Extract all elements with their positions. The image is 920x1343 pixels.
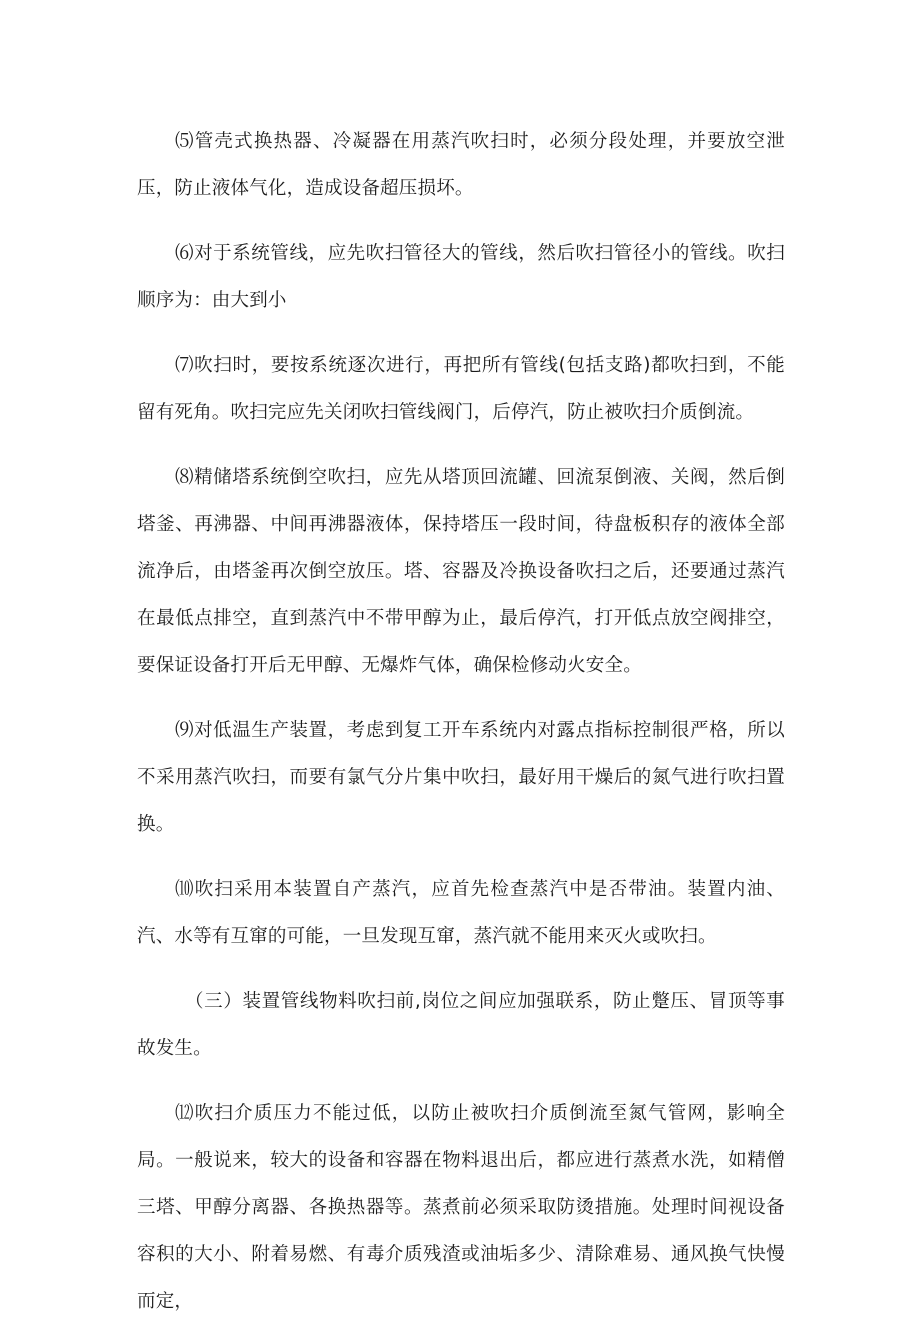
paragraph-item-9: ⑼对低温生产装置，考虑到复工开车系统内对露点指标控制很严格，所以不采用蒸汽吹扫，而要有氯气分片集中吹扫，最好用干燥后的氮气进行吹扫置换。 [137,720,785,835]
section-paragraph-3: （三）装置管线物料吹扫前,岗位之间应加强联系，防止蹩压、冒顶等事故发生。 [137,991,785,1059]
paragraph-item-7: ⑺吹扫时，要按系统逐次进行，再把所有管线(包括支路)都吹扫到，不能留有死角。吹扫完应先关闭吹扫管线阀门，后停汽，防止被吹扫介质倒流。 [137,355,785,423]
document-body [137,118,785,1343]
paragraph-item-10: ⑽吹扫采用本装置自产蒸汽，应首先检查蒸汽中是否带油。装置内油、汽、水等有互窜的可能，一旦发现互窜，蒸汽就不能用来灭火或吹扫。 [137,879,785,947]
paragraph-item-8: ⑻精储塔系统倒空吹扫，应先从塔顶回流罐、回流泵倒液、关阀，然后倒塔釜、再沸器、中间再沸器液体，保持塔压一段时间，待盘板积存的液体全部流净后，由塔釜再次倒空放压。塔、容器及冷换设备吹扫之后，还要通过蒸汽在最低点排空，直到蒸汽中不带甲醇为止，最后停汽，打开低点放空阀排空，要保证设备打开后无甲醇、无爆炸气体，确保检修动火安全。 [137,467,785,676]
paragraph-item-6: ⑹对于系统管线，应先吹扫管径大的管线，然后吹扫管径小的管线。吹扫顺序为：由大到小 [137,243,785,311]
paragraph-item-5: ⑸管壳式换热器、冷凝器在用蒸汽吹扫时，必须分段处理，并要放空泄压，防止液体气化，造成设备超压损坏。 [137,131,785,199]
paragraph-item-12: ⑿吹扫介质压力不能过低，以防止被吹扫介质倒流至氮气管网，影响全局。一般说来，较大的设备和容器在物料退出后，都应进行蒸煮水洗，如精僧三塔、甲醇分离器、各换热器等。蒸煮前必须采取防烫措施。处理时间视设备容积的大小、附着易燃、有毒介质残渣或油垢多少、清除难易、通风换气快慢而定， [137,1103,785,1312]
